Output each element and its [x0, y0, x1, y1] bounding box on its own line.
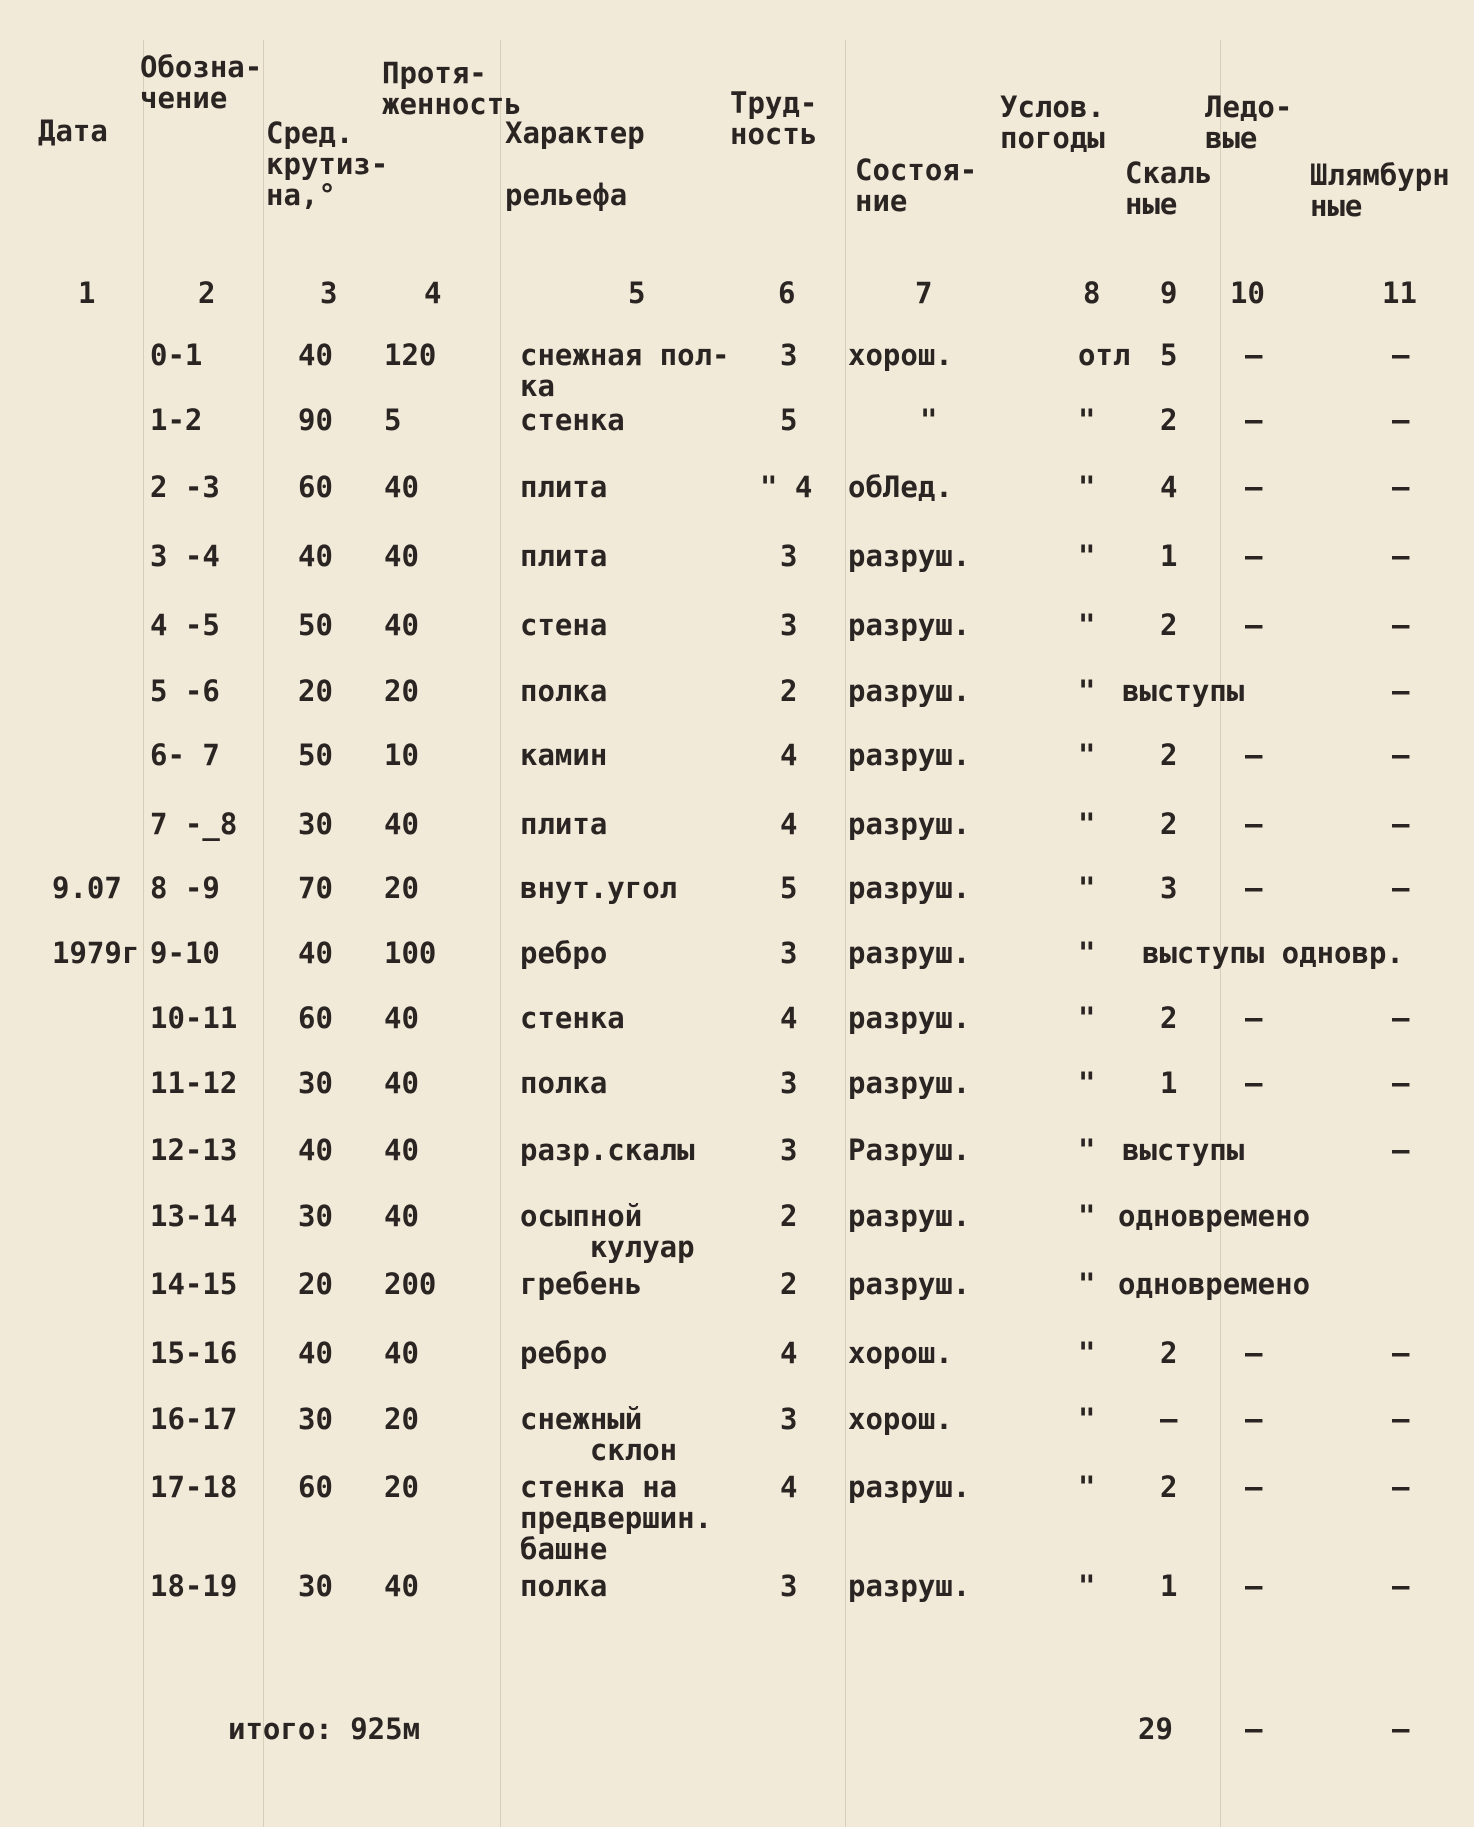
- cell-steep: 30: [298, 1569, 333, 1603]
- header-ice: Ледо- вые: [1205, 90, 1293, 155]
- cell-condition: разруш.: [848, 1470, 971, 1504]
- cell-steep: 30: [298, 1066, 333, 1100]
- cell-ice: –: [1245, 608, 1263, 642]
- cell-weather: отл: [1078, 338, 1131, 372]
- table-row: [0, 740, 1474, 800]
- cell-bolt: –: [1392, 738, 1410, 772]
- cell-condition: обЛед.: [848, 470, 953, 504]
- cell-ice: –: [1245, 338, 1263, 372]
- cell-bolt: –: [1392, 1470, 1410, 1504]
- cell-designation: 17-18: [150, 1470, 238, 1504]
- cell-condition: разруш.: [848, 807, 971, 841]
- table-row: [0, 873, 1474, 933]
- total-label: итого: 925м: [228, 1712, 421, 1746]
- cell-relief: полка: [520, 1569, 608, 1603]
- cell-relief: плита: [520, 807, 608, 841]
- header-difficulty: Труд- ность: [730, 86, 818, 151]
- cell-ice: –: [1245, 470, 1263, 504]
- cell-steep: 90: [298, 403, 333, 437]
- cell-difficulty: 3: [780, 936, 798, 970]
- cell-weather: ": [1078, 1199, 1096, 1233]
- column-number: 6: [778, 276, 796, 310]
- header-steepness: Сред. крутиз- на,°: [266, 116, 389, 212]
- cell-condition: разруш.: [848, 1267, 971, 1301]
- cell-weather: ": [1078, 1001, 1096, 1035]
- column-number: 1: [78, 276, 96, 310]
- cell-designation: 8 -9: [150, 871, 220, 905]
- table-row: [0, 1269, 1474, 1329]
- cell-weather: ": [1078, 807, 1096, 841]
- column-divider: [263, 40, 264, 1827]
- cell-rock: 1: [1160, 1569, 1178, 1603]
- cell-rock: 3: [1160, 871, 1178, 905]
- cell-steep: 30: [298, 1402, 333, 1436]
- cell-weather: ": [1078, 871, 1096, 905]
- cell-difficulty: 5: [780, 871, 798, 905]
- cell-difficulty: 2: [780, 1199, 798, 1233]
- column-number: 4: [424, 276, 442, 310]
- table-row: [0, 541, 1474, 601]
- cell-bolt: –: [1392, 470, 1410, 504]
- cell-bolt: –: [1392, 338, 1410, 372]
- cell-relief: полка: [520, 674, 608, 708]
- cell-weather: ": [1078, 1133, 1096, 1167]
- cell-steep: 60: [298, 1470, 333, 1504]
- cell-difficulty: 4: [780, 738, 798, 772]
- cell-relief: полка: [520, 1066, 608, 1100]
- cell-rock: 2: [1160, 608, 1178, 642]
- cell-steep: 30: [298, 1199, 333, 1233]
- cell-length: 40: [384, 608, 419, 642]
- cell-condition: разруш.: [848, 1066, 971, 1100]
- cell-steep: 50: [298, 608, 333, 642]
- cell-difficulty: 2: [780, 674, 798, 708]
- cell-bolt: –: [1392, 1001, 1410, 1035]
- cell-weather: ": [1078, 470, 1096, 504]
- cell-rock: одновремено: [1118, 1199, 1311, 1233]
- cell-bolt: –: [1392, 1336, 1410, 1370]
- cell-weather: ": [1078, 539, 1096, 573]
- cell-relief: внут.угол: [520, 871, 678, 905]
- header-condition: Состоя- ние: [855, 153, 978, 218]
- column-number: 3: [320, 276, 338, 310]
- cell-length: 10: [384, 738, 419, 772]
- cell-relief: ребро: [520, 936, 608, 970]
- cell-difficulty: 4: [780, 1001, 798, 1035]
- table-row: [0, 1068, 1474, 1128]
- cell-designation: 18-19: [150, 1569, 238, 1603]
- cell-rock: выступы: [1122, 1133, 1245, 1167]
- cell-designation: 2 -3: [150, 470, 220, 504]
- cell-designation: 5 -6: [150, 674, 220, 708]
- total-rock: 29: [1138, 1712, 1173, 1746]
- column-divider: [1220, 40, 1221, 1827]
- cell-difficulty: 3: [780, 338, 798, 372]
- cell-length: 5: [384, 403, 402, 437]
- cell-designation: 13-14: [150, 1199, 238, 1233]
- cell-ice: –: [1245, 1066, 1263, 1100]
- cell-ice: –: [1245, 871, 1263, 905]
- column-number: 7: [915, 276, 933, 310]
- cell-ice: –: [1245, 1402, 1263, 1436]
- cell-ice: –: [1245, 1336, 1263, 1370]
- cell-difficulty: 4: [780, 1470, 798, 1504]
- column-divider: [500, 40, 501, 1827]
- cell-rock: выступы: [1122, 674, 1245, 708]
- cell-weather: ": [1078, 1267, 1096, 1301]
- cell-rock: –: [1160, 1402, 1178, 1436]
- total-ice: –: [1245, 1712, 1263, 1746]
- cell-length: 20: [384, 1470, 419, 1504]
- cell-ice: –: [1245, 738, 1263, 772]
- cell-bolt: –: [1392, 1402, 1410, 1436]
- cell-designation: 9-10: [150, 936, 220, 970]
- cell-steep: 70: [298, 871, 333, 905]
- cell-difficulty: 4: [780, 1336, 798, 1370]
- cell-difficulty: 2: [780, 1267, 798, 1301]
- cell-condition: разруш.: [848, 608, 971, 642]
- column-number: 5: [628, 276, 646, 310]
- cell-relief: плита: [520, 470, 608, 504]
- cell-length: 40: [384, 1066, 419, 1100]
- cell-difficulty: 4: [780, 807, 798, 841]
- cell-designation: 7 -_8: [150, 807, 238, 841]
- cell-condition: разруш.: [848, 936, 971, 970]
- cell-rock: 5: [1160, 338, 1178, 372]
- cell-steep: 30: [298, 807, 333, 841]
- cell-relief: ребро: [520, 1336, 608, 1370]
- cell-length: 20: [384, 871, 419, 905]
- cell-length: 40: [384, 1199, 419, 1233]
- cell-ice: –: [1245, 539, 1263, 573]
- cell-bolt: –: [1392, 608, 1410, 642]
- cell-length: 40: [384, 539, 419, 573]
- cell-weather: ": [1078, 674, 1096, 708]
- cell-ice: –: [1245, 807, 1263, 841]
- cell-steep: 40: [298, 1133, 333, 1167]
- cell-steep: 20: [298, 674, 333, 708]
- cell-steep: 40: [298, 1336, 333, 1370]
- cell-relief: плита: [520, 539, 608, 573]
- column-number: 11: [1382, 276, 1417, 310]
- cell-ice: –: [1245, 1569, 1263, 1603]
- cell-length: 40: [384, 470, 419, 504]
- table-row: [0, 1003, 1474, 1063]
- cell-relief: камин: [520, 738, 608, 772]
- cell-difficulty: 3: [780, 608, 798, 642]
- table-row: [0, 809, 1474, 869]
- header-relief: Характер рельефа: [505, 116, 645, 212]
- table-row: [0, 676, 1474, 736]
- cell-condition: разруш.: [848, 674, 971, 708]
- cell-rock: выступы одновр.: [1142, 936, 1404, 970]
- cell-ice: –: [1245, 1001, 1263, 1035]
- table-row: [0, 472, 1474, 532]
- cell-weather: ": [1078, 936, 1096, 970]
- cell-steep: 60: [298, 470, 333, 504]
- cell-difficulty: 3: [780, 1066, 798, 1100]
- cell-length: 40: [384, 1001, 419, 1035]
- cell-rock: 2: [1160, 403, 1178, 437]
- cell-condition: разруш.: [848, 539, 971, 573]
- cell-ice: –: [1245, 1470, 1263, 1504]
- table-row: [0, 938, 1474, 998]
- cell-length: 20: [384, 1402, 419, 1436]
- header-date: Дата: [38, 114, 108, 148]
- cell-difficulty: 3: [780, 539, 798, 573]
- cell-difficulty: " 4: [760, 470, 813, 504]
- cell-weather: ": [1078, 738, 1096, 772]
- cell-length: 200: [384, 1267, 437, 1301]
- cell-designation: 11-12: [150, 1066, 238, 1100]
- cell-rock: 2: [1160, 807, 1178, 841]
- cell-steep: 40: [298, 539, 333, 573]
- cell-rock: 1: [1160, 1066, 1178, 1100]
- table-row: [0, 338, 1474, 403]
- cell-length: 120: [384, 338, 437, 372]
- cell-rock: 2: [1160, 1001, 1178, 1035]
- cell-designation: 6- 7: [150, 738, 220, 772]
- header-weather: Услов. погоды: [1000, 90, 1105, 155]
- table-row: [0, 1135, 1474, 1195]
- cell-designation: 1-2: [150, 403, 203, 437]
- column-number: 9: [1160, 276, 1178, 310]
- cell-length: 20: [384, 674, 419, 708]
- cell-bolt: –: [1392, 807, 1410, 841]
- table-row: [0, 610, 1474, 670]
- cell-designation: 0-1: [150, 338, 203, 372]
- cell-steep: 40: [298, 936, 333, 970]
- cell-bolt: –: [1392, 871, 1410, 905]
- cell-difficulty: 5: [780, 403, 798, 437]
- cell-condition: разруш.: [848, 1569, 971, 1603]
- cell-designation: 3 -4: [150, 539, 220, 573]
- cell-weather: ": [1078, 1402, 1096, 1436]
- cell-relief: разр.скалы: [520, 1133, 695, 1167]
- cell-designation: 16-17: [150, 1402, 238, 1436]
- cell-condition: разруш.: [848, 738, 971, 772]
- cell-bolt: –: [1392, 1569, 1410, 1603]
- cell-weather: ": [1078, 608, 1096, 642]
- cell-length: 40: [384, 807, 419, 841]
- cell-designation: 4 -5: [150, 608, 220, 642]
- cell-designation: 14-15: [150, 1267, 238, 1301]
- cell-condition: хорош.: [848, 1402, 953, 1436]
- cell-date: 9.07: [52, 871, 122, 905]
- cell-steep: 40: [298, 338, 333, 372]
- total-bolt: –: [1392, 1712, 1410, 1746]
- cell-weather: ": [1078, 1336, 1096, 1370]
- cell-rock: 2: [1160, 1470, 1178, 1504]
- column-number: 8: [1083, 276, 1101, 310]
- cell-difficulty: 3: [780, 1133, 798, 1167]
- cell-condition: разруш.: [848, 1199, 971, 1233]
- cell-rock: 1: [1160, 539, 1178, 573]
- cell-rock: 4: [1160, 470, 1178, 504]
- header-length: Протя- женность: [382, 56, 522, 121]
- cell-condition: хорош.: [848, 338, 953, 372]
- column-number: 2: [198, 276, 216, 310]
- cell-rock: одновремено: [1118, 1267, 1311, 1301]
- cell-weather: ": [1078, 1569, 1096, 1603]
- cell-bolt: –: [1392, 674, 1410, 708]
- cell-bolt: –: [1392, 1133, 1410, 1167]
- cell-relief: стенка на предвершин. башне: [520, 1470, 713, 1566]
- cell-condition: Разруш.: [848, 1133, 971, 1167]
- cell-weather: ": [1078, 403, 1096, 437]
- cell-relief: стена: [520, 608, 608, 642]
- table-row: [0, 405, 1474, 465]
- column-number: 10: [1230, 276, 1265, 310]
- cell-relief: стенка: [520, 403, 625, 437]
- column-divider: [845, 40, 846, 1827]
- cell-bolt: –: [1392, 539, 1410, 573]
- table-row: [0, 1571, 1474, 1631]
- cell-length: 100: [384, 936, 437, 970]
- cell-date: 1979г: [52, 936, 140, 970]
- cell-weather: ": [1078, 1066, 1096, 1100]
- table-row: [0, 1402, 1474, 1467]
- cell-designation: 12-13: [150, 1133, 238, 1167]
- cell-difficulty: 3: [780, 1569, 798, 1603]
- cell-length: 40: [384, 1133, 419, 1167]
- cell-weather: ": [1078, 1470, 1096, 1504]
- cell-steep: 60: [298, 1001, 333, 1035]
- cell-difficulty: 3: [780, 1402, 798, 1436]
- cell-rock: 2: [1160, 1336, 1178, 1370]
- cell-condition: хорош.: [848, 1336, 953, 1370]
- cell-relief: снежная пол- ка: [520, 338, 730, 403]
- header-designation: Обозна- чение: [140, 50, 263, 115]
- cell-relief: осыпной кулуар: [520, 1199, 695, 1264]
- table-row: [0, 1338, 1474, 1398]
- cell-steep: 20: [298, 1267, 333, 1301]
- cell-relief: гребень: [520, 1267, 643, 1301]
- cell-length: 40: [384, 1569, 419, 1603]
- table-row: [0, 1470, 1474, 1566]
- cell-bolt: –: [1392, 1066, 1410, 1100]
- table-row: [0, 1199, 1474, 1264]
- cell-relief: стенка: [520, 1001, 625, 1035]
- cell-rock: 2: [1160, 738, 1178, 772]
- cell-steep: 50: [298, 738, 333, 772]
- cell-condition: ": [920, 403, 938, 437]
- cell-length: 40: [384, 1336, 419, 1370]
- column-divider: [143, 40, 144, 1827]
- cell-condition: разруш.: [848, 871, 971, 905]
- cell-bolt: –: [1392, 403, 1410, 437]
- cell-condition: разруш.: [848, 1001, 971, 1035]
- header-rock: Скаль ные: [1125, 156, 1213, 221]
- cell-relief: снежный склон: [520, 1402, 678, 1467]
- cell-designation: 15-16: [150, 1336, 238, 1370]
- header-bolt: Шлямбурн ные: [1310, 158, 1450, 223]
- cell-designation: 10-11: [150, 1001, 238, 1035]
- cell-ice: –: [1245, 403, 1263, 437]
